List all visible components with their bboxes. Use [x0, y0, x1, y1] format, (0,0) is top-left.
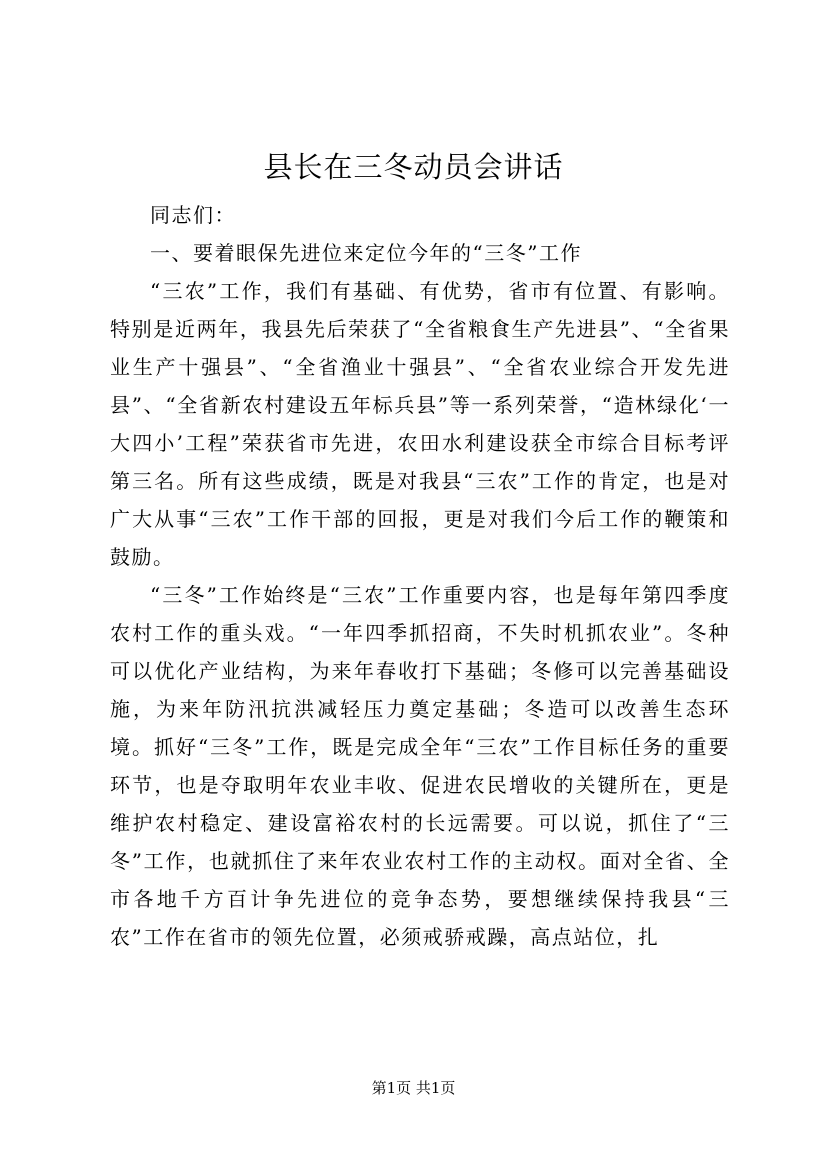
paragraph-2: “三冬”工作始终是“三农”工作重要内容，也是每年第四季度农村工作的重头戏。“一年四季抓招商，不失时机抓农业”。冬种可以优化产业结构，为来年春收打下基础；冬修可以完善基础设施，为来年防汛抗洪减轻压力奠定基础；冬造可以改善生态环境。抓好“三冬”工作，既是完成全年“三农”工作目标任务的重要环节，也是夺取明年农业丰收、促进农民增收的关键所在，更是维护农村稳定、建设富裕农村的长远需要。可以说，抓住了“三冬”工作，也就抓住了来年农业农村工作的主动权。面对全省、全市各地千方百计争先进位的竞争态势，要想继续保持我县“三农”工作在省市的领先位置，必须戒骄戒躁，高点站位，扎: [110, 583, 730, 949]
document-body: [110, 196, 730, 956]
salutation: 同志们：: [150, 203, 236, 227]
document-title: 县长在三冬动员会讲话: [263, 150, 564, 184]
section-heading: 一、要着眼保先进位来定位今年的“三冬”工作: [150, 241, 582, 265]
paragraph-1: “三农”工作，我们有基础、有优势，省市有位置、有影响。特别是近两年，我县先后荣获了“全省粮食生产先进县”、“全省果业生产十强县”、“全省渔业十强县”、“全省农业综合开发先进县”、“全省新农村建设五年标兵县”等一系列荣誉，“造林绿化‘一大四小’工程”荣获省市先进，农田水利建设获全市综合目标考评第三名。所有这些成绩，既是对我县“三农”工作的肯定，也是对广大从事“三农”工作干部的回报，更是对我们今后工作的鞭策和鼓励。: [110, 279, 730, 569]
page-number-text: 第1页 共1页: [371, 1079, 456, 1097]
page-footer: [0, 1078, 827, 1098]
